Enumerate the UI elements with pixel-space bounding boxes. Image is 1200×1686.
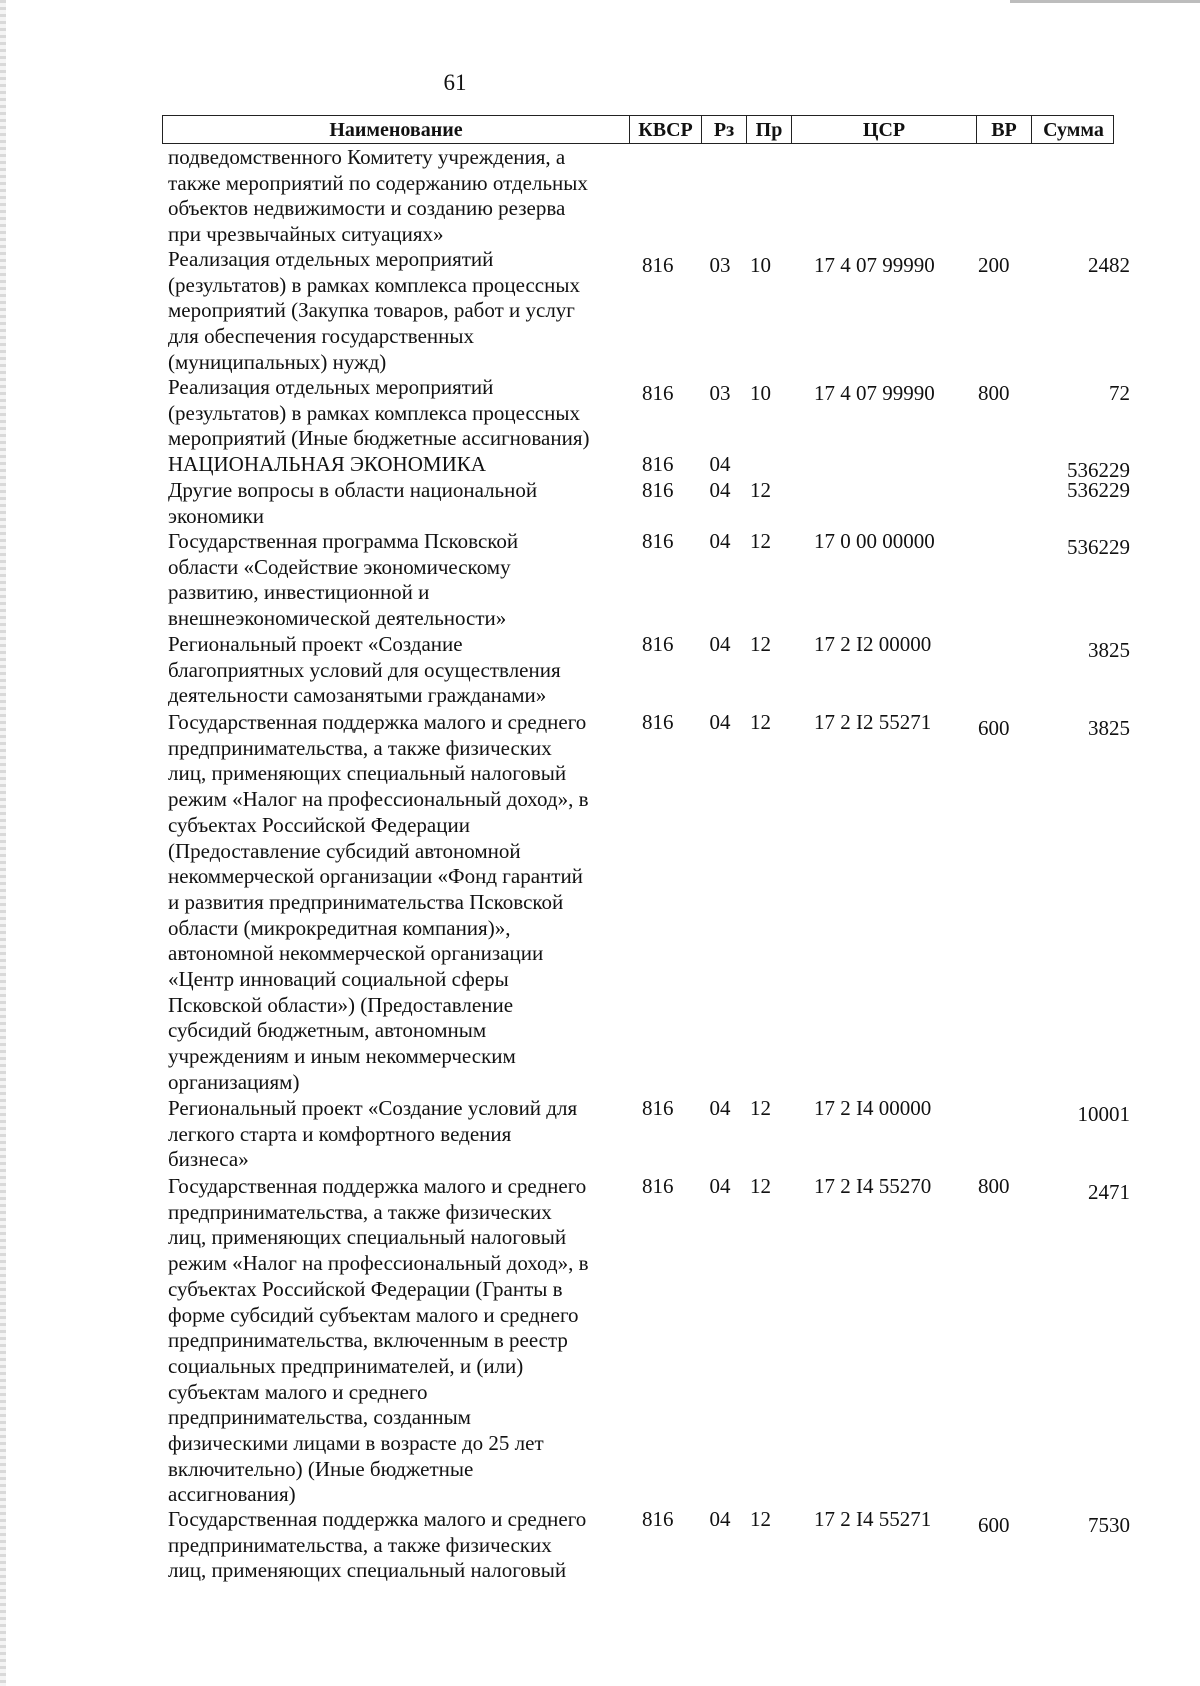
row-name: Государственная поддержка малого и среднего предпринимательства, а также физических лиц, применяющих специальный налоговый режим «Налог на профессиональный доход», в субъектах Российской Федерации (Предоставление субсидий автономной некоммерческой организации «Фонд гарантий и развития предпринимательства Псковской области (микрокредитная компания)», автономной некоммерческой организации «Центр инноваций социальной сферы Псковской области») (Предоставление субсидий бюджетным, автономным учреждениям и иным некоммерческим организациям) [168, 710, 589, 1094]
row-name: Государственная поддержка малого и среднего предпринимательства, а также физических лиц, применяющих специальный налоговый режим «Налог на профессиональный доход», в субъектах Российской Федерации (Гранты в форме субсидий субъектам малого и среднего предпринимательства, включенным в реестр социальных предпринимателей, и (или) субъектам малого и среднего предпринимательства, созданным физическими лицами в возрасте до 25 лет включительно) (Иные бюджетные ассигнования) [168, 1174, 589, 1507]
row-pr: 12 [750, 1174, 771, 1198]
row-rz: 04 [709, 1507, 731, 1531]
header-name: Наименование [329, 119, 463, 141]
row-rz: 03 [709, 253, 731, 277]
row-kvsr: 816 [642, 529, 674, 553]
row-sum: 536229 [1067, 535, 1130, 559]
row-sum: 10001 [1077, 1102, 1130, 1126]
row-name: Реализация отдельных мероприятий (результатов) в рамках комплекса процессных мероприятий (Закупка товаров, работ и услуг для обеспечения государственных (муниципальных) нужд) [168, 247, 580, 374]
header-vr: ВР [976, 116, 1031, 143]
row-sum: 3825 [1088, 638, 1130, 662]
scan-edge-top [1010, 0, 1200, 3]
row-name: Региональный проект «Создание условий для легкого старта и комфортного ведения бизнеса» [168, 1096, 578, 1172]
row-rz: 03 [709, 381, 731, 405]
row-rz: 04 [709, 632, 731, 656]
row-kvsr: 816 [642, 710, 674, 734]
header-csr: ЦСР [791, 116, 976, 143]
header-pr: Пр [746, 116, 791, 143]
row-csr: 17 2 I2 00000 [814, 632, 932, 656]
row-kvsr: 816 [642, 1096, 674, 1120]
row-rz: 04 [709, 478, 731, 502]
row-name: подведомственного Комитету учреждения, а также мероприятий по содержанию отдельных объектов недвижимости и созданию резерва при чрезвычайных ситуациях» [168, 145, 588, 247]
row-vr: 200 [978, 253, 1010, 277]
row-sum: 2471 [1088, 1180, 1130, 1204]
row-vr: 800 [978, 381, 1010, 405]
row-pr: 12 [750, 632, 771, 656]
header-sum: Сумма [1031, 116, 1115, 143]
row-pr: 12 [750, 1507, 771, 1531]
table-header [162, 115, 1114, 144]
row-name: Государственная поддержка малого и среднего предпринимательства, а также физических лиц, применяющих специальный налоговый [168, 1507, 587, 1583]
row-pr: 10 [750, 253, 771, 277]
row-kvsr: 816 [642, 1507, 674, 1531]
row-sum: 7530 [1088, 1513, 1130, 1537]
row-csr: 17 2 I2 55271 [814, 710, 932, 734]
row-csr: 17 0 00 00000 [814, 529, 935, 553]
row-vr: 600 [978, 716, 1010, 740]
row-name: НАЦИОНАЛЬНАЯ ЭКОНОМИКА [168, 452, 486, 476]
row-kvsr: 816 [642, 632, 674, 656]
row-name: Другие вопросы в области национальной экономики [168, 478, 538, 528]
row-rz: 04 [709, 452, 731, 476]
row-csr: 17 2 I4 00000 [814, 1096, 932, 1120]
row-sum: 2482 [1088, 253, 1130, 277]
row-csr: 17 4 07 99990 [814, 381, 935, 405]
row-kvsr: 816 [642, 478, 674, 502]
row-sum: 72 [1109, 381, 1130, 405]
row-name: Реализация отдельных мероприятий (результатов) в рамках комплекса процессных мероприятий (Иные бюджетные ассигнования) [168, 375, 590, 451]
row-pr: 12 [750, 710, 771, 734]
row-name: Региональный проект «Создание благоприятных условий для осуществления деятельности самозанятыми гражданами» [168, 632, 561, 708]
row-sum: 3825 [1088, 716, 1130, 740]
scan-edge-left [0, 0, 6, 1686]
row-name: Государственная программа Псковской области «Содействие экономическому развитию, инвестиционной и внешнеэкономической деятельности» [168, 529, 519, 631]
row-csr: 17 2 I4 55271 [814, 1507, 932, 1531]
row-csr: 17 2 I4 55270 [814, 1174, 932, 1198]
row-csr: 17 4 07 99990 [814, 253, 935, 277]
row-rz: 04 [709, 710, 731, 734]
row-pr: 10 [750, 381, 771, 405]
page-number: 61 [443, 70, 467, 95]
row-pr: 12 [750, 478, 771, 502]
row-sum: 536229 [1067, 458, 1130, 482]
row-rz: 04 [709, 529, 731, 553]
header-rz: Рз [701, 116, 746, 143]
row-rz: 04 [709, 1096, 731, 1120]
row-pr: 12 [750, 1096, 771, 1120]
row-kvsr: 816 [642, 1174, 674, 1198]
row-sum: 536229 [1067, 478, 1130, 502]
row-pr: 12 [750, 529, 771, 553]
row-kvsr: 816 [642, 381, 674, 405]
row-rz: 04 [709, 1174, 731, 1198]
row-kvsr: 816 [642, 253, 674, 277]
row-kvsr: 816 [642, 452, 674, 476]
row-vr: 600 [978, 1513, 1010, 1537]
row-vr: 800 [978, 1174, 1010, 1198]
header-kvsr: КВСР [629, 116, 701, 143]
